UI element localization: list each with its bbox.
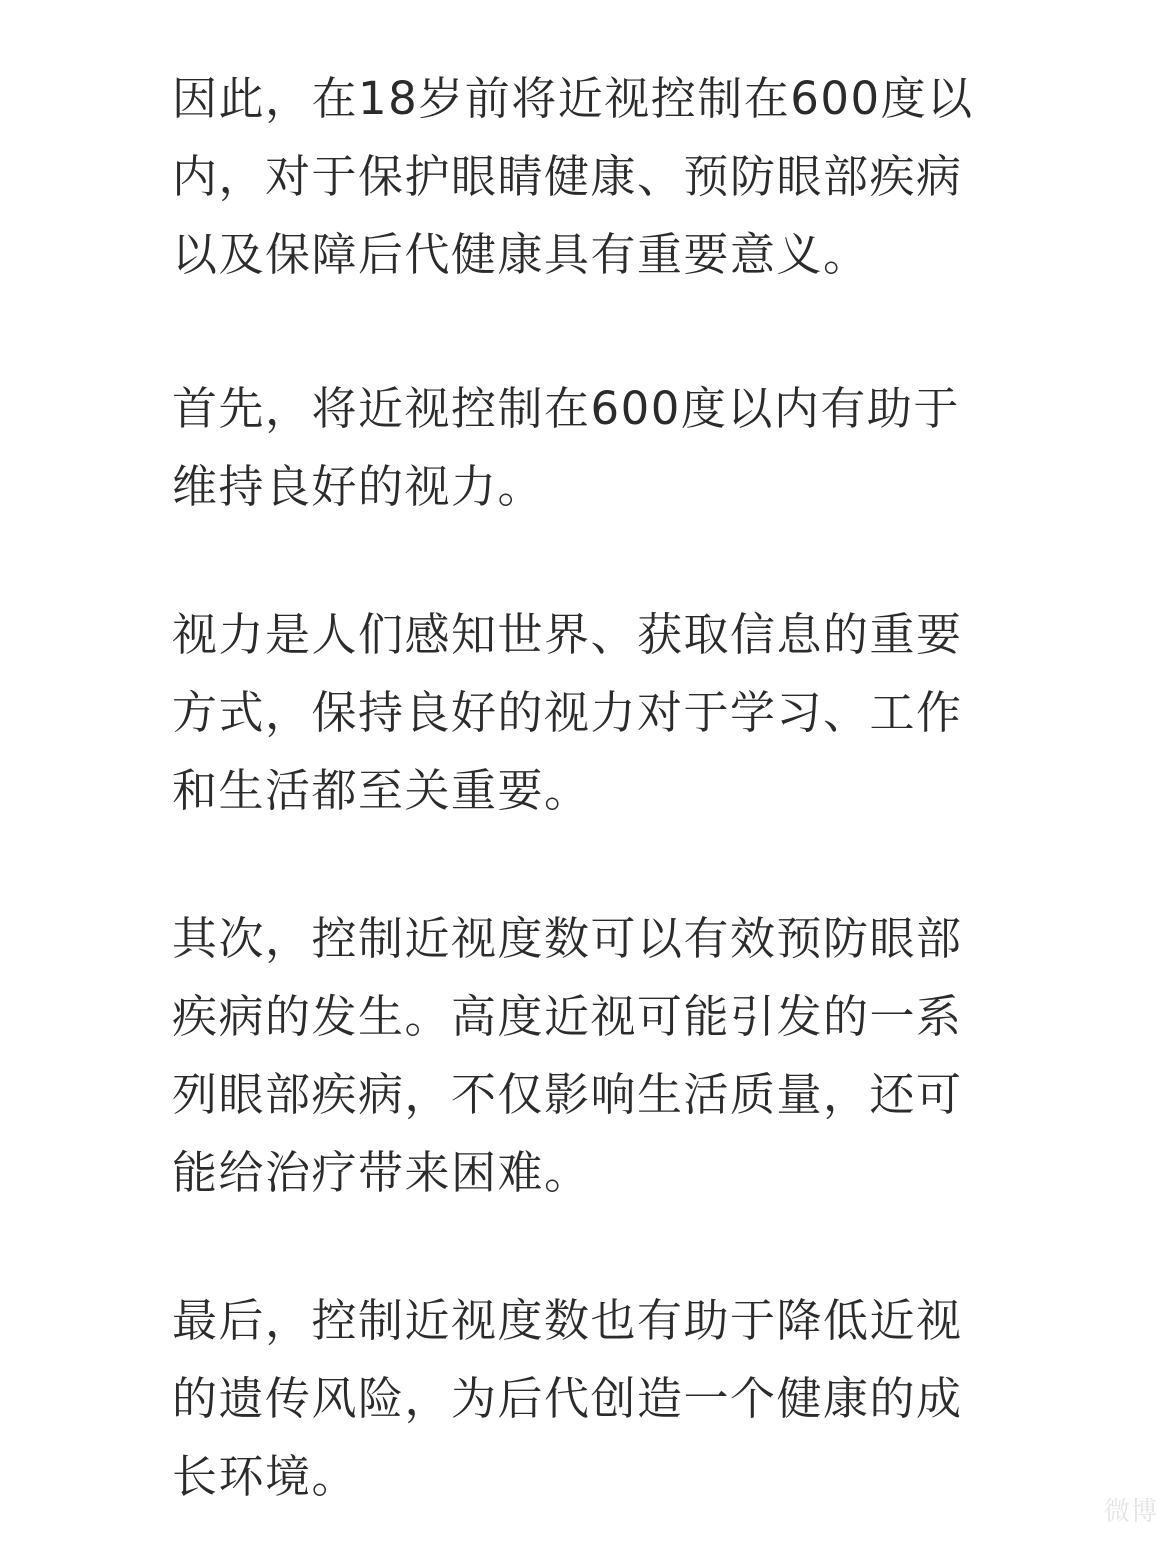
paragraph-5: 最后，控制近视度数也有助于降低近视的遗传风险，为后代创造一个健康的成长环境。 [172,1294,963,1503]
paragraph-1: 因此，在18岁前将近视控制在600度以内，对于保护眼睛健康、预防眼部疾病以及保障后代健康具有重要意义。 [172,72,974,281]
paragraph-2: 首先，将近视控制在600度以内有助于维持良好的视力。 [172,382,960,513]
watermark: 微博 [1103,1497,1158,1527]
paragraph-4: 其次，控制近视度数可以有效预防眼部疾病的发生。高度近视可能引发的一系列眼部疾病，不仅影响生活质量，还可能给治疗带来困难。 [172,912,963,1199]
article-body [172,60,1002,1516]
paragraph-3: 视力是人们感知世界、获取信息的重要方式，保持良好的视力对于学习、工作和生活都至关重要。 [172,608,963,817]
